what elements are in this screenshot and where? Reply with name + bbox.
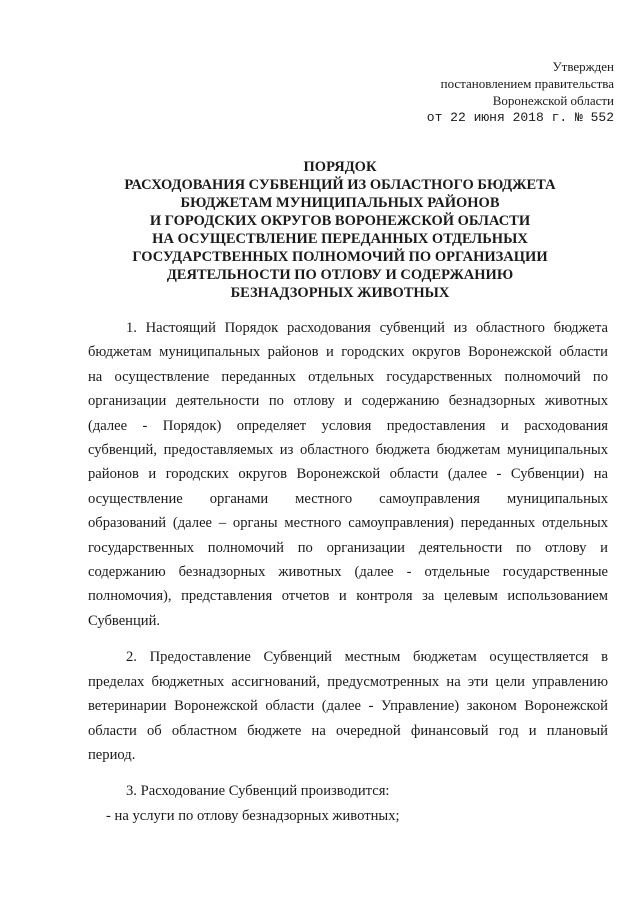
title-line: БЕЗНАДЗОРНЫХ ЖИВОТНЫХ — [230, 285, 450, 301]
paragraph-line: субвенций, предоставляемых из областного бюджета бюджетам муниципальных — [88, 442, 608, 459]
paragraph-line: Субвенций. — [88, 612, 161, 629]
paragraph-line: период. — [88, 746, 136, 763]
title-line: БЮДЖЕТАМ МУНИЦИПАЛЬНЫХ РАЙОНОВ — [180, 195, 500, 211]
document-body — [88, 316, 608, 828]
title-line: И ГОРОДСКИХ ОКРУГОВ ВОРОНЕЖСКОЙ ОБЛАСТИ — [149, 213, 531, 229]
paragraph-line: пределах бюджетных ассигнований, предусмотренных на эти цели управлению — [88, 673, 608, 690]
paragraph-line: образований (далее – органы местного самоуправления) переданных отдельных — [88, 515, 608, 532]
title-line: РАСХОДОВАНИЯ СУБВЕНЦИЙ ИЗ ОБЛАСТНОГО БЮДЖЕТА — [124, 177, 556, 193]
paragraph-line: 3. Расходование Субвенций производится: — [126, 783, 390, 800]
paragraph-line: организации деятельности по отлову и содержанию безнадзорных животных — [88, 393, 608, 410]
paragraph-3 — [88, 779, 608, 828]
paragraph-2 — [88, 645, 608, 767]
paragraph-line: содержанию безнадзорных животных (далее - отдельные государственные — [88, 564, 608, 581]
paragraph-line: осуществление органами местного самоуправления муниципальных — [88, 490, 608, 507]
paragraph-line: бюджетам муниципальных районов и городских округов Воронежской области — [88, 344, 608, 361]
paragraph-line: государственных полномочий по организации деятельности по отлову и — [88, 539, 608, 556]
paragraph-line: ветеринарии Воронежской области (далее - Управление) законом Воронежской — [88, 698, 608, 715]
title-line: ПОРЯДОК — [303, 159, 377, 175]
list-item: - на услуги по отлову безнадзорных животных; — [106, 807, 400, 824]
approval-line-region: Воронежской области — [492, 93, 614, 108]
paragraph-line: на осуществление переданных отдельных государственных полномочий по — [88, 368, 608, 385]
approval-stamp — [427, 58, 614, 126]
paragraph-line: полномочия), представления отчетов и контроля за целевым использованием — [88, 588, 608, 605]
paragraph-1 — [88, 316, 608, 633]
document-title — [60, 158, 620, 302]
approval-line-date-number: от 22 июня 2018 г. № 552 — [426, 110, 614, 125]
paragraph-line: 2. Предоставление Субвенций местным бюджетам осуществляется в — [126, 649, 608, 666]
title-line: ДЕЯТЕЛЬНОСТИ ПО ОТЛОВУ И СОДЕРЖАНИЮ — [166, 267, 514, 283]
paragraph-line: районов и городских округов Воронежской области (далее - Субвенции) на — [88, 466, 608, 483]
approval-line-resolution: постановлением правительства — [440, 76, 614, 91]
paragraph-line: (далее - Порядок) определяет условия предоставления и расходования — [88, 417, 608, 434]
paragraph-line: области об областном бюджете на очередной финансовый год и плановый — [88, 722, 608, 739]
title-line: НА ОСУЩЕСТВЛЕНИЕ ПЕРЕДАННЫХ ОТДЕЛЬНЫХ — [152, 231, 528, 247]
approval-line-approved: Утвержден — [552, 59, 614, 74]
paragraph-line: 1. Настоящий Порядок расходования субвенций из областного бюджета — [126, 320, 608, 336]
title-line: ГОСУДАРСТВЕННЫХ ПОЛНОМОЧИЙ ПО ОРГАНИЗАЦИИ — [132, 249, 548, 265]
